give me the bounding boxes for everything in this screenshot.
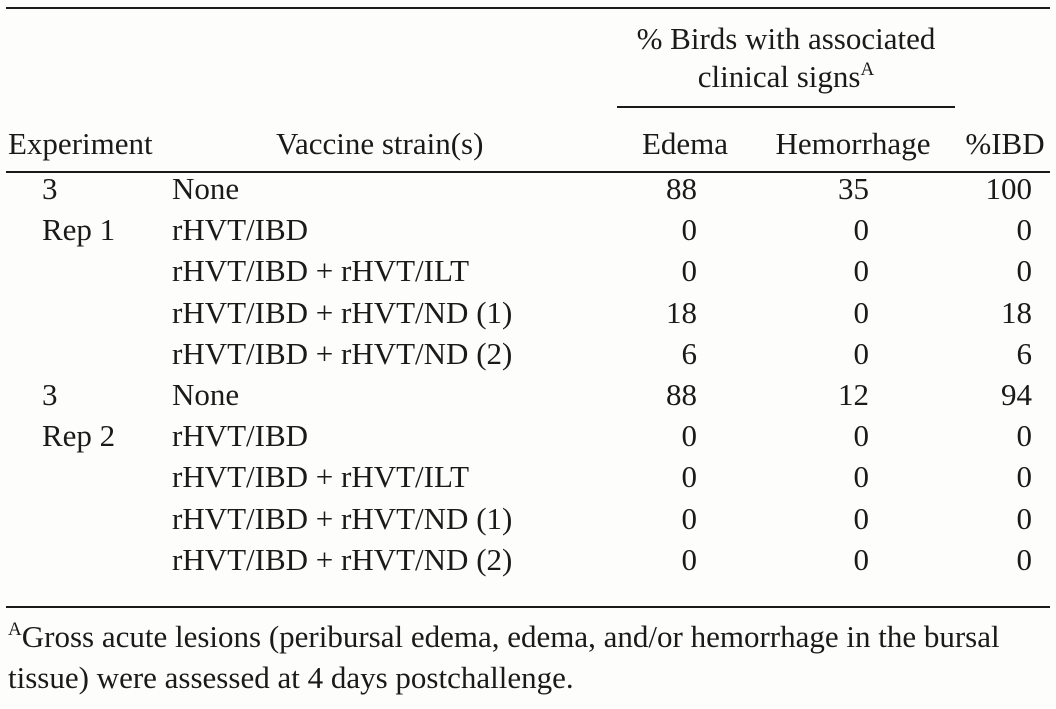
cell-ibd: 0 <box>1016 459 1032 494</box>
column-header-ibd: %IBD <box>965 126 1045 161</box>
cell-hemorrhage: 12 <box>838 377 869 412</box>
cell-hemorrhage: 35 <box>838 171 869 206</box>
cell-ibd: 100 <box>985 171 1032 206</box>
cell-experiment: Rep 2 <box>42 418 116 453</box>
cell-ibd: 0 <box>1016 542 1032 577</box>
column-header-hemorrhage: Hemorrhage <box>775 126 931 161</box>
footnote-marker: A <box>8 619 22 640</box>
group-header-text: clinical signs <box>697 59 861 94</box>
cell-experiment: 3 <box>42 377 58 412</box>
cell-ibd: 0 <box>1016 418 1032 453</box>
header-bottom-rule <box>6 171 1050 173</box>
cell-hemorrhage: 0 <box>853 295 869 330</box>
cell-edema: 6 <box>681 336 697 371</box>
cell-hemorrhage: 0 <box>853 253 869 288</box>
group-header-line-1: % Birds with associated <box>636 21 936 56</box>
cell-experiment: 3 <box>42 171 58 206</box>
group-header-rule <box>617 106 955 108</box>
footnote-text: Gross acute lesions (peribursal edema, edema, and/or hemorrhage in the bursal tissue) were assessed at 4 days postchallenge. <box>8 619 1000 695</box>
cell-edema: 18 <box>666 295 697 330</box>
cell-hemorrhage: 0 <box>853 336 869 371</box>
cell-edema: 0 <box>681 212 697 247</box>
group-header-line-2 <box>605 59 967 95</box>
cell-ibd: 0 <box>1016 212 1032 247</box>
cell-vaccine: rHVT/IBD + rHVT/ILT <box>172 459 470 494</box>
cell-vaccine: rHVT/IBD + rHVT/ILT <box>172 253 470 288</box>
table-bottom-rule <box>6 606 1050 608</box>
column-header-vaccine: Vaccine strain(s) <box>276 126 484 161</box>
column-header-edema: Edema <box>641 126 729 161</box>
cell-hemorrhage: 0 <box>853 501 869 536</box>
cell-vaccine: rHVT/IBD + rHVT/ND (2) <box>172 542 513 577</box>
cell-edema: 0 <box>681 253 697 288</box>
cell-vaccine: rHVT/IBD <box>172 418 309 453</box>
cell-vaccine: rHVT/IBD + rHVT/ND (2) <box>172 336 513 371</box>
cell-edema: 0 <box>681 501 697 536</box>
cell-edema: 0 <box>681 542 697 577</box>
cell-ibd: 0 <box>1016 253 1032 288</box>
cell-edema: 0 <box>681 418 697 453</box>
group-header-footnote-marker: A <box>860 59 875 80</box>
cell-vaccine: rHVT/IBD <box>172 212 309 247</box>
cell-hemorrhage: 0 <box>853 212 869 247</box>
cell-vaccine: rHVT/IBD + rHVT/ND (1) <box>172 501 513 536</box>
cell-hemorrhage: 0 <box>853 542 869 577</box>
cell-vaccine: None <box>172 377 240 412</box>
top-rule <box>6 7 1050 9</box>
cell-ibd: 6 <box>1016 336 1032 371</box>
cell-ibd: 94 <box>1001 377 1032 412</box>
column-header-experiment: Experiment <box>8 126 153 161</box>
cell-ibd: 0 <box>1016 501 1032 536</box>
cell-hemorrhage: 0 <box>853 418 869 453</box>
cell-edema: 0 <box>681 459 697 494</box>
cell-ibd: 18 <box>1001 295 1032 330</box>
cell-edema: 88 <box>666 171 697 206</box>
cell-vaccine: None <box>172 171 240 206</box>
cell-hemorrhage: 0 <box>853 459 869 494</box>
cell-vaccine: rHVT/IBD + rHVT/ND (1) <box>172 295 513 330</box>
footnote <box>8 616 1050 698</box>
cell-edema: 88 <box>666 377 697 412</box>
cell-experiment: Rep 1 <box>42 212 116 247</box>
